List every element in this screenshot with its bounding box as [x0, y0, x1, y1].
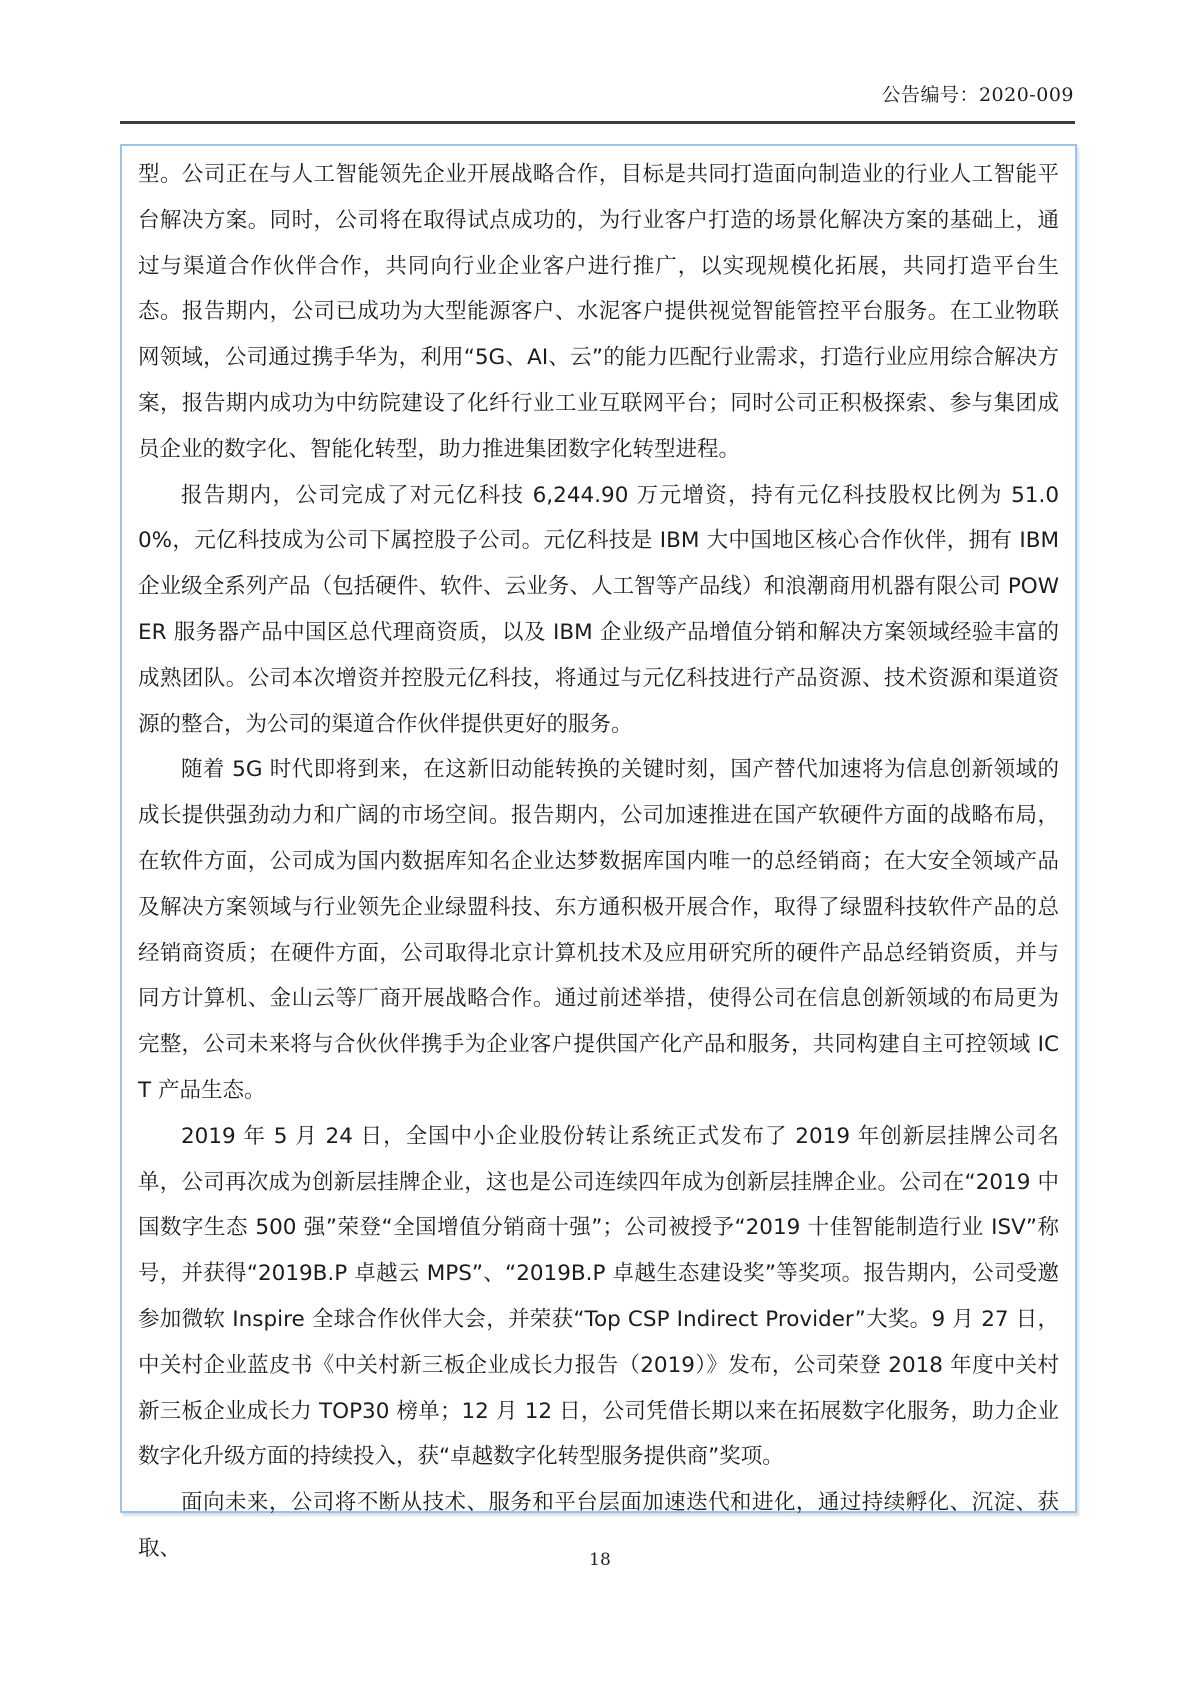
content-box — [120, 144, 1077, 1561]
paragraph-future-outlook: 面向未来，公司将不断从技术、服务和平台层面加速迭代和进化，通过持续孵化、沉淀、获取、 — [138, 1490, 1059, 1561]
page-number: 18 — [589, 1550, 611, 1570]
paragraph-awards-2019: 2019 年 5 月 24 日，全国中小企业股份转让系统正式发布了 2019 年创新层挂牌公司名单，公司再次成为创新层挂牌企业，这也是公司连续四年成为创新层挂牌企业。公司在“2019 中国数字生态 500 强”荣登“全国增值分销商十强”；公司被授予“2019 十佳智能制造行业 ISV”称号，并获得“2019B.P 卓越云 MPS”、“2019B.P 卓越生态建设奖”等奖项。报告期内，公司受邀参加微软 Inspire 全球合作伙伴大会，并荣获“Top CSP Indirect Provider”大奖。9 月 27 日，中关村企业蓝皮书《中关村新三板企业成长力报告（2019）》发布，公司荣登 2018 年度中关村新三板企业成长力 TOP30 榜单；12 月 12 日，公司凭借长期以来在拓展数字化服务，助力企业数字化升级方面的持续投入，获“卓越数字化转型服务提供商”奖项。 — [138, 1123, 1059, 1470]
paragraph-continuation: 型。公司正在与人工智能领先企业开展战略合作，目标是共同打造面向制造业的行业人工智能平台解决方案。同时，公司将在取得试点成功的，为行业客户打造的场景化解决方案的基础上，通过与渠道合作伙伴合作，共同向行业企业客户进行推广，以实现规模化拓展，共同打造平台生态。报告期内，公司已成功为大型能源客户、水泥客户提供视觉智能管控平台服务。在工业物联网领域，公司通过携手华为，利用“5G、AI、云”的能力匹配行业需求，打造行业应用综合解决方案，报告期内成功为中纺院建设了化纤行业工业互联网平台；同时公司正积极探索、参与集团成员企业的数字化、智能化转型，助力推进集团数字化转型进程。 — [138, 162, 1059, 462]
paragraph-yuanyi-investment: 报告期内，公司完成了对元亿科技 6,244.90 万元增资，持有元亿科技股权比例为 51.00%，元亿科技成为公司下属控股子公司。元亿科技是 IBM 大中国地区核心合作伙伴，拥有 IBM 企业级全系列产品（包括硬件、软件、云业务、人工智等产品线）和浪潮商用机器有限公司 POWER 服务器产品中国区总代理商资质，以及 IBM 企业级产品增值分销和解决方案领域经验丰富的成熟团队。公司本次增资并控股元亿科技，将通过与元亿科技进行产品资源、技术资源和渠道资源的整合，为公司的渠道合作伙伴提供更好的服务。 — [138, 482, 1059, 737]
announcement-number: 公告编号：2020-009 — [881, 84, 1074, 106]
page-footer — [0, 1550, 1200, 1570]
header-divider — [120, 121, 1075, 124]
paragraph-5g-domestic-substitution: 随着 5G 时代即将到来，在这新旧动能转换的关键时刻，国产替代加速将为信息创新领域的成长提供强劲动力和广阔的市场空间。报告期内，公司加速推进在国产软硬件方面的战略布局，在软件方面，公司成为国内数据库知名企业达梦数据库国内唯一的总经销商；在大安全领域产品及解决方案领域与行业领先企业绿盟科技、东方通积极开展合作，取得了绿盟科技软件产品的总经销商资质；在硬件方面，公司取得北京计算机技术及应用研究所的硬件产品总经销资质，并与同方计算机、金山云等厂商开展战略合作。通过前述举措，使得公司在信息创新领域的布局更为完整，公司未来将与合伙伙伴携手为企业客户提供国产化产品和服务，共同构建自主可控领域 ICT 产品生态。 — [138, 757, 1059, 1103]
